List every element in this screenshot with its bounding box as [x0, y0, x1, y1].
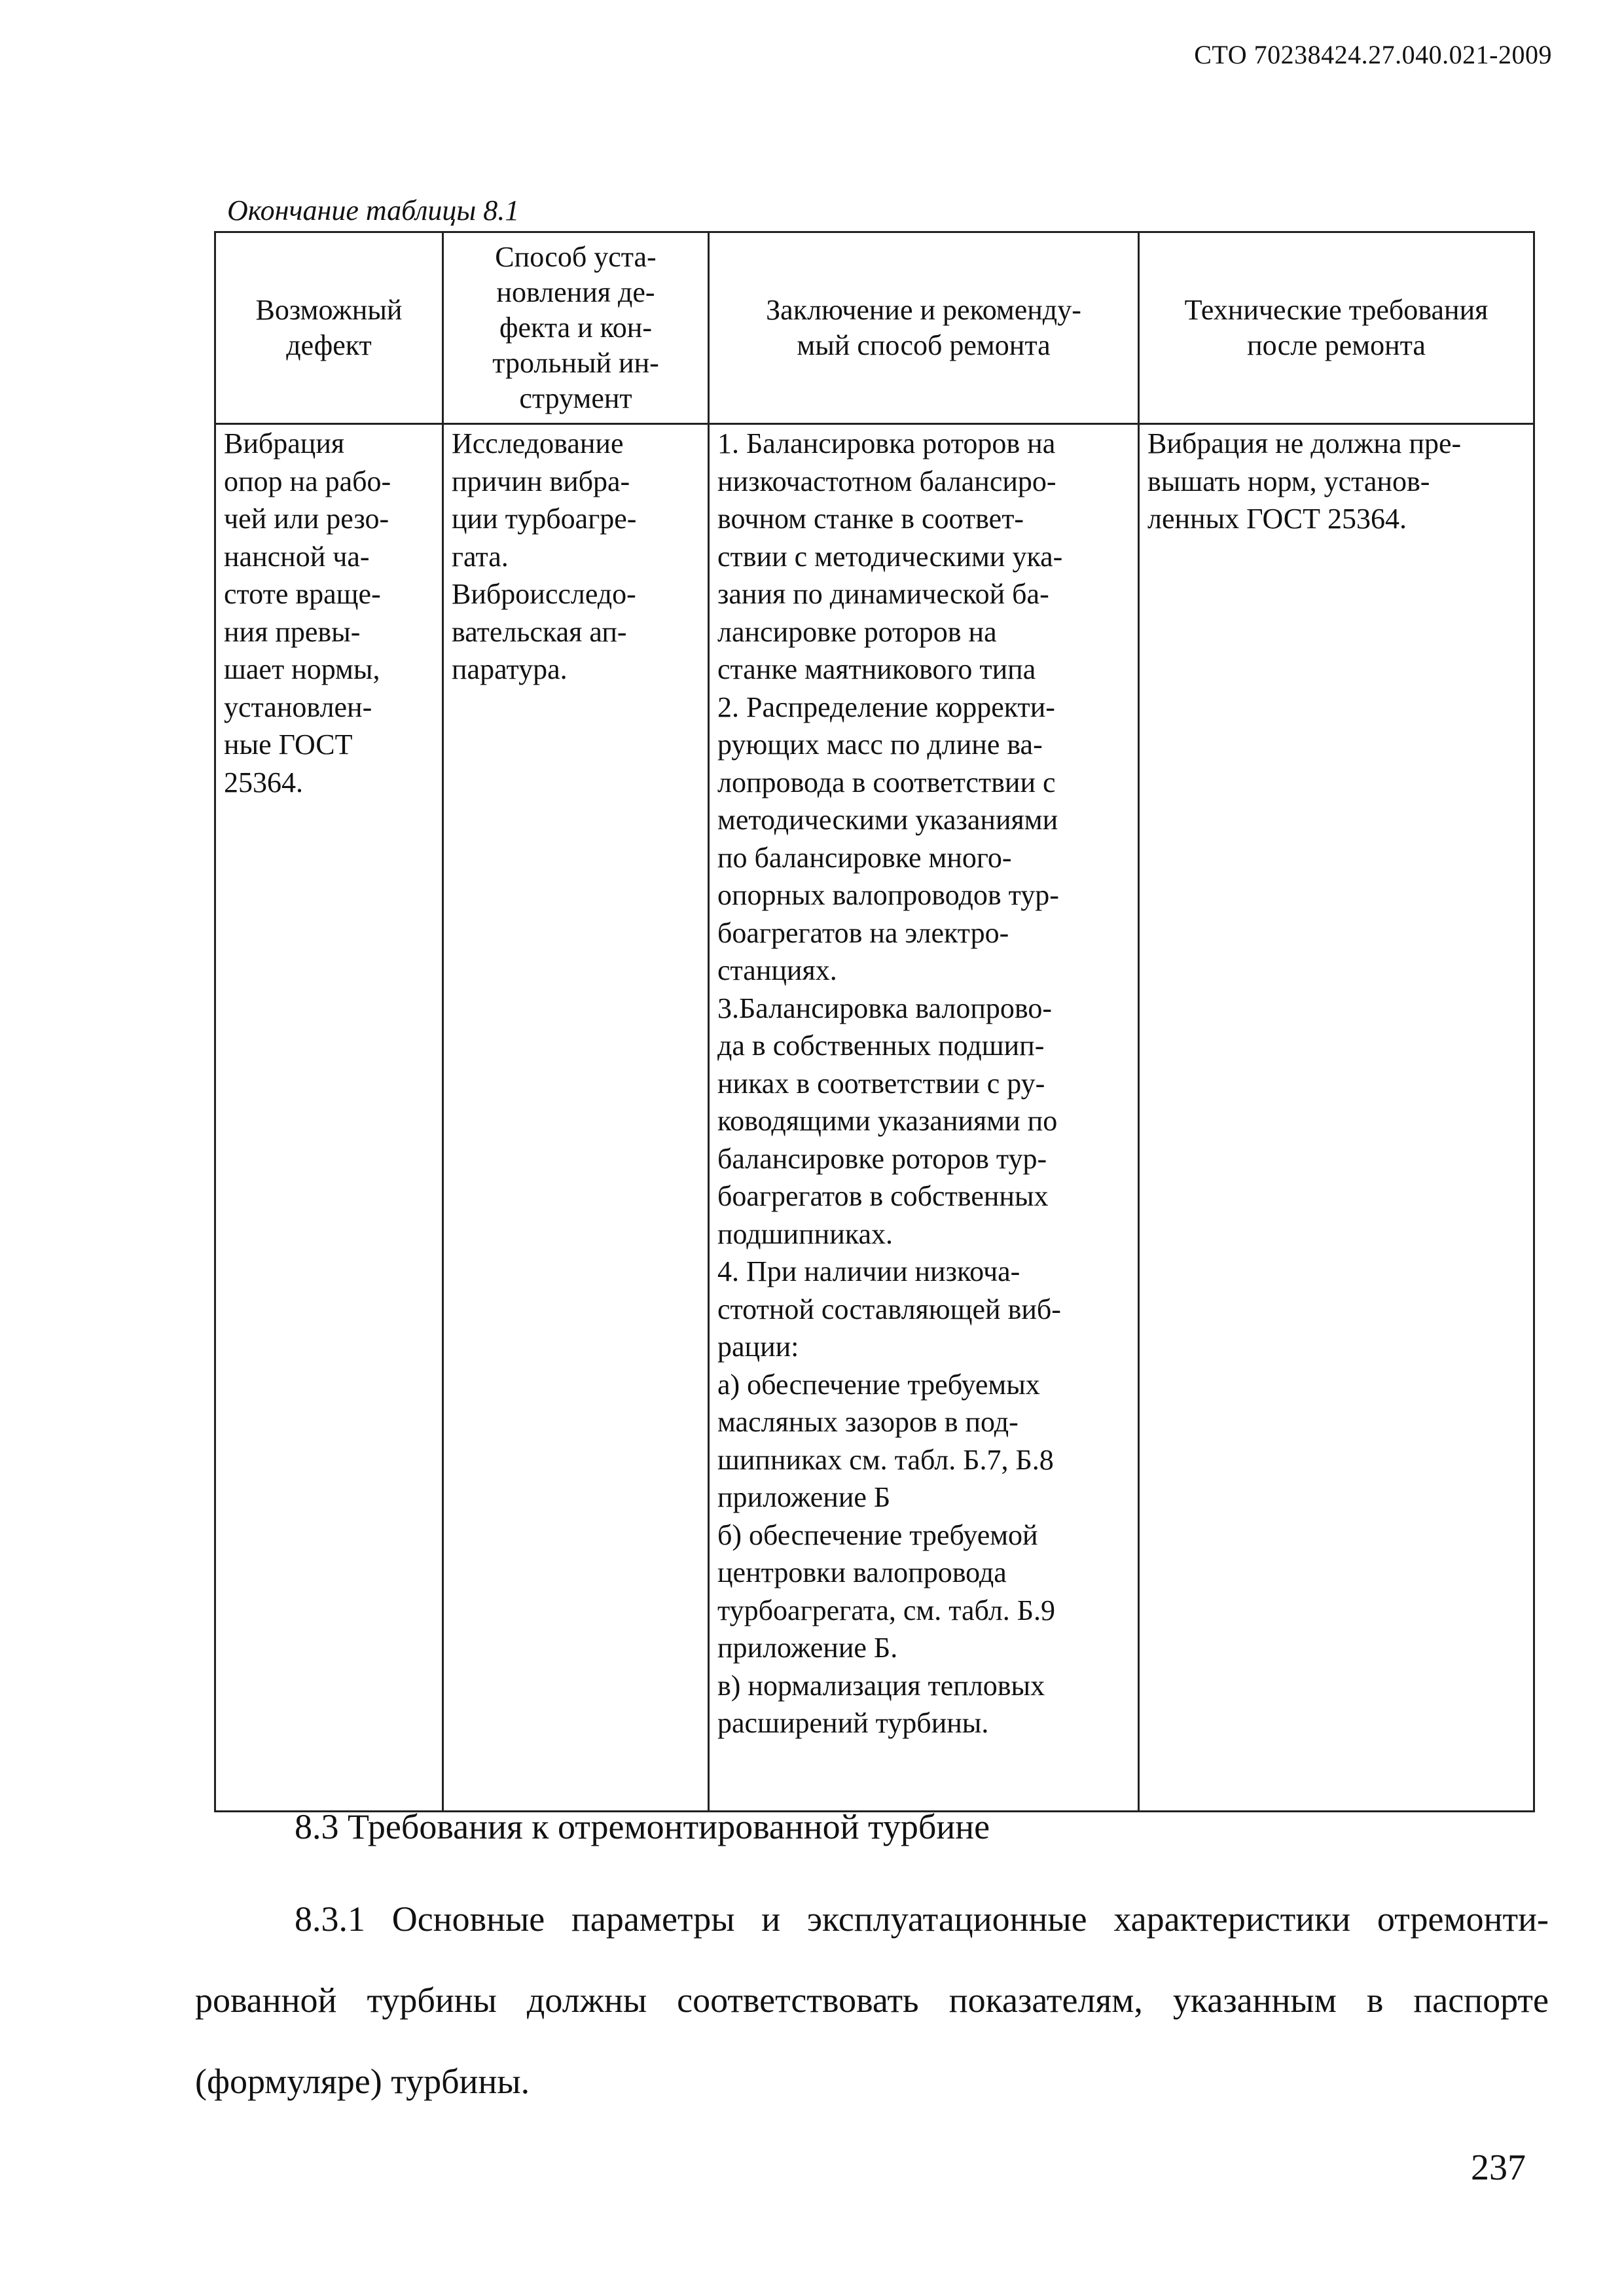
section-paragraph	[195, 1878, 1549, 2122]
section-heading: 8.3 Требования к отремонтированной турбине	[295, 1807, 990, 1846]
header-conclusion: Заключение и рекоменду- мый способ ремонта	[709, 232, 1139, 424]
cell-requirements: Вибрация не должна пре- вышать норм, установ- ленных ГОСТ 25364.	[1139, 424, 1534, 1812]
table-row	[215, 424, 1534, 1812]
table-header-row	[215, 232, 1534, 424]
paragraph-line: (формуляре) турбины.	[195, 2062, 530, 2101]
table-caption: Окончание таблицы 8.1	[227, 194, 520, 226]
defects-table	[214, 231, 1535, 1812]
page-number: 237	[1471, 2147, 1526, 2188]
document-code: СТО 70238424.27.040.021-2009	[1194, 40, 1552, 69]
cell-defect: Вибрация опор на рабо- чей или резо- нансной ча- стоте враще- ния превы- шает нормы, установлен- ные ГОСТ 25364.	[215, 424, 443, 1812]
header-requirements: Технические требования после ремонта	[1139, 232, 1534, 424]
cell-conclusion: 1. Балансировка роторов на низкочастотном балансиро- вочном станке в соответ- ствии с методическими ука- зания по динамической ба- лансировке роторов на станке маятникового типа 2. Распределение корректи- рующих масс по длине ва- лопровода в соответствии с методическими указаниями по балансировке много- опорных валопроводов тур- боагрегатов на электро- станциях. 3.Балансировка валопрово- да в собственных подшип- никах в соответствии с ру- ководящими указаниями по балансировке роторов тур- боагрегатов в собственных подшипниках. 4. При наличии низкоча- стотной составляющей виб- рации: а) обеспечение требуемых масляных зазоров в под- шипниках см. табл. Б.7, Б.8 приложение Б б) обеспечение требуемой центровки валопровода турбоагрегата, см. табл. Б.9 приложение Б. в) нормализация тепловых расширений турбины.	[709, 424, 1139, 1812]
paragraph-line: 8.3.1 Основные параметры и эксплуатационные характеристики отремонти-	[295, 1899, 1549, 1939]
header-method: Способ уста- новления де- фекта и кон- трольный ин- струмент	[443, 232, 709, 424]
paragraph-line: рованной турбины должны соответствовать показателям, указанным в паспорте	[195, 1981, 1549, 2020]
header-defect: Возможный дефект	[215, 232, 443, 424]
cell-method: Исследование причин вибра- ции турбоагре- гата. Виброисследо- вательская ап- паратура.	[443, 424, 709, 1812]
